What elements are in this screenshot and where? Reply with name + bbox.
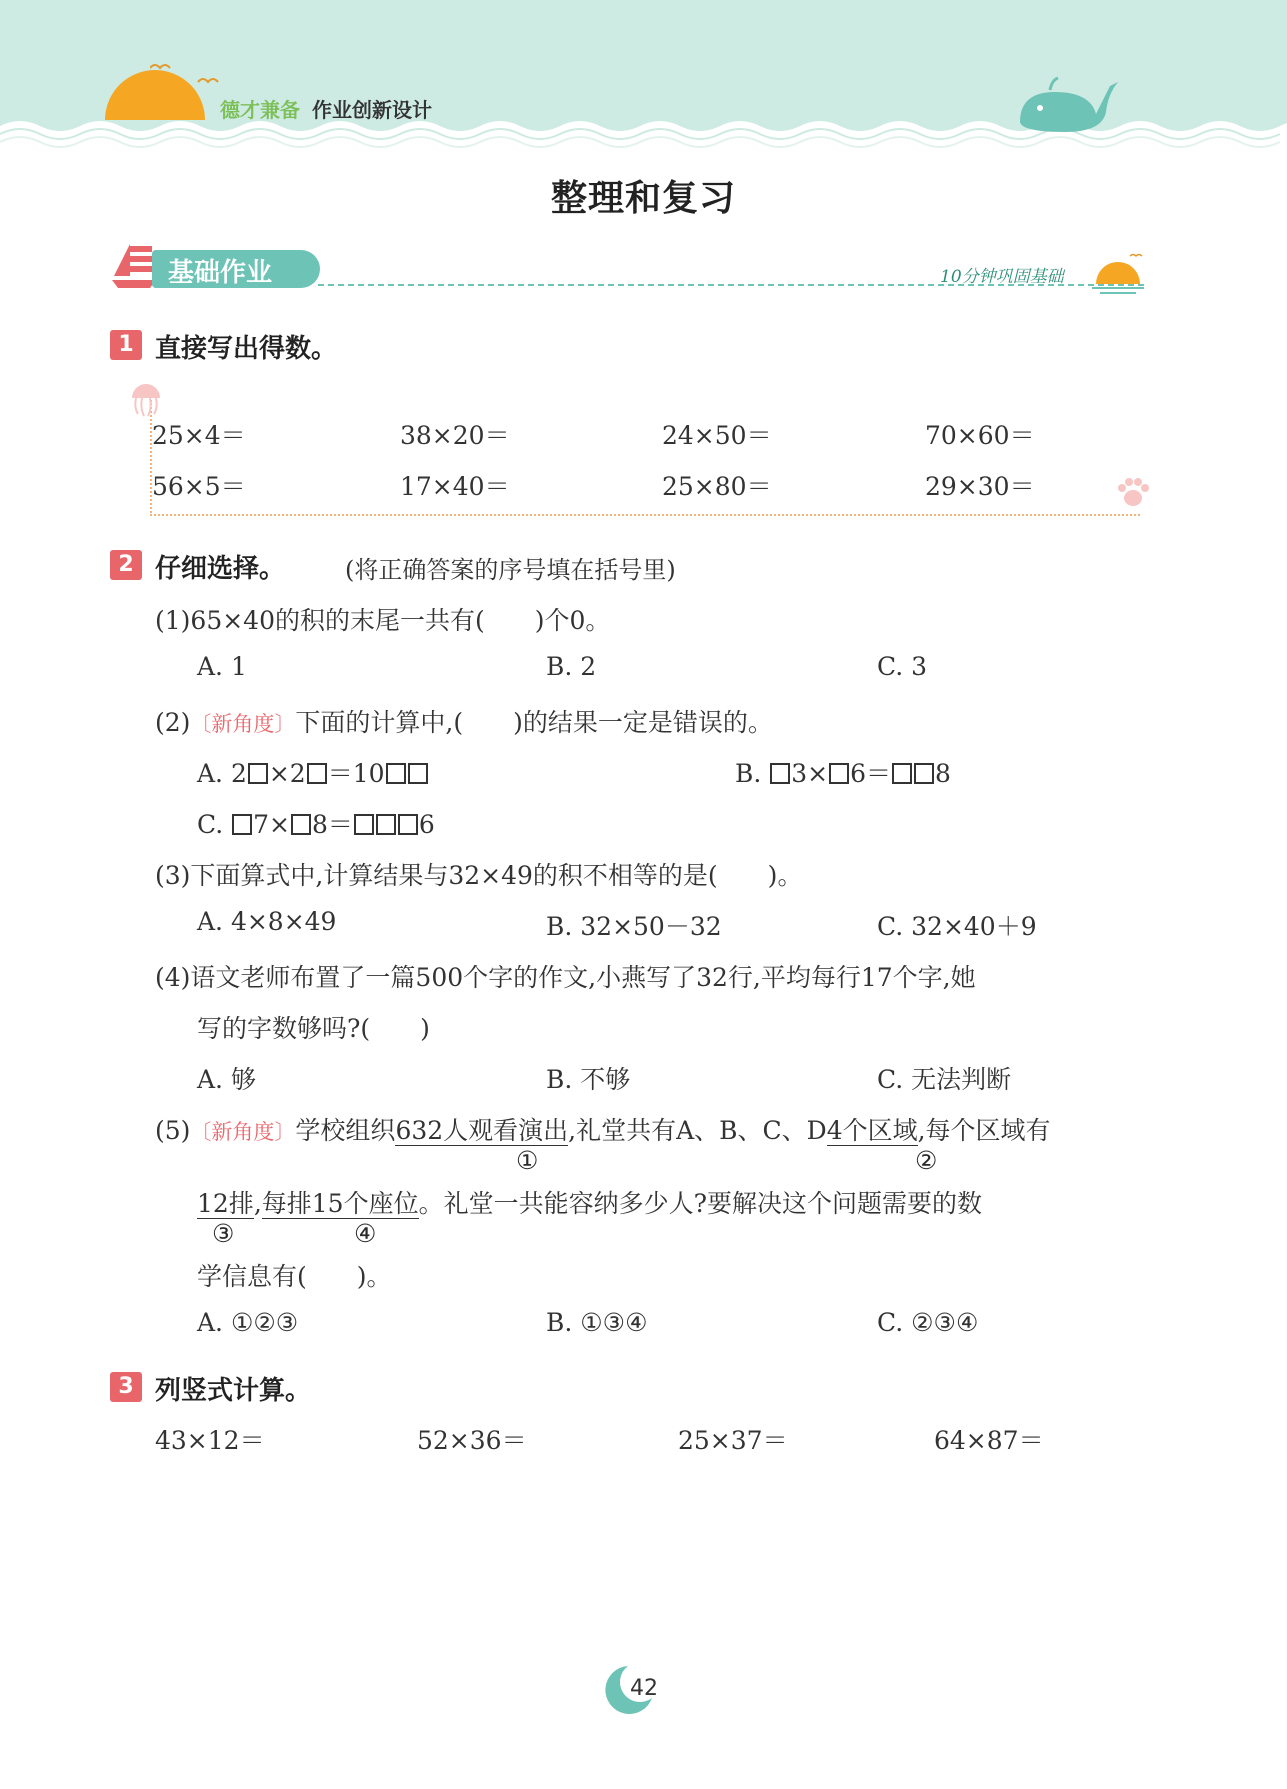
calc-item: 29×30＝ [925, 472, 1035, 501]
stem-text: ,礼堂共有A、B、C、D [568, 1116, 827, 1145]
stem-text: 学校组织 [295, 1116, 396, 1145]
blank-box [398, 814, 418, 835]
paw-icon [1116, 476, 1150, 510]
blank-box [248, 763, 268, 784]
whale-icon [1010, 72, 1120, 134]
new-angle-tag: 〔新角度〕 [190, 712, 296, 736]
blank-box [291, 814, 311, 835]
option-a: A. 4×8×49 [197, 907, 337, 936]
calc-item: 17×40＝ [400, 472, 510, 501]
calc-item: 56×5＝ [152, 472, 246, 501]
calc-item: 70×60＝ [925, 421, 1035, 450]
jellyfish-icon [128, 380, 164, 418]
question-title: 列竖式计算。 [155, 1376, 312, 1406]
page-number: 42 [630, 1676, 658, 1701]
sub-question-stem: (1)65×40的积的末尾一共有( )个0。 [155, 606, 611, 635]
calc-item: 52×36＝ [417, 1426, 527, 1455]
option-text: A. 2 [197, 759, 247, 788]
underlined-info-1: 632人观看演出 [395, 1116, 569, 1145]
section-label: 基础作业 [168, 258, 273, 288]
option-c: C. 无法判断 [877, 1065, 1012, 1094]
brand-secondary: 作业创新设计 [312, 98, 432, 122]
sub-question-number: (2) [155, 708, 191, 737]
option-a: A. 1 [197, 652, 247, 681]
calc-item: 24×50＝ [662, 421, 772, 450]
option-c: C. 32×40＋9 [877, 912, 1037, 941]
calc-item: 38×20＝ [400, 421, 510, 450]
section-hint: 10分钟巩固基础 [940, 267, 1064, 287]
option-text: 8 [935, 759, 951, 788]
option-b: B. 32×50－32 [546, 912, 722, 941]
option-a: A. 够 [197, 1065, 256, 1094]
question-note: (将正确答案的序号填在括号里) [345, 556, 676, 584]
sunset-icon [1090, 252, 1146, 296]
question-number: 2 [110, 550, 142, 580]
option-text: C. [197, 810, 232, 839]
sub-question-stem-cont [197, 1184, 982, 1220]
sub-question-stem [155, 1111, 1051, 1147]
sub-question-stem: (3)下面算式中,计算结果与32×49的积不相等的是( )。 [155, 861, 803, 890]
option-text: 6＝ [850, 759, 892, 788]
sub-question-stem-cont: 学信息有( )。 [197, 1262, 392, 1291]
stem-text: 。礼堂一共能容纳多少人?要解决这个问题需要的数 [418, 1189, 982, 1218]
option-c [197, 805, 435, 841]
blank-box [354, 814, 374, 835]
blank-box [914, 763, 934, 784]
question-title: 仔细选择。 [155, 554, 286, 584]
blank-box [770, 763, 790, 784]
blank-box [232, 814, 252, 835]
page-title: 整理和复习 [550, 178, 736, 219]
blank-box [408, 763, 428, 784]
underlined-info-3: 12排 [197, 1189, 254, 1218]
blank-box [892, 763, 912, 784]
option-text: 8＝ [312, 810, 353, 839]
option-a: A. ①②③ [197, 1308, 299, 1337]
marker-3: ③ [212, 1219, 235, 1248]
sub-question-stem-cont: 写的字数够吗?( ) [197, 1014, 430, 1043]
option-text: ＝10 [327, 759, 385, 788]
calc-item: 43×12＝ [155, 1426, 265, 1455]
sub-question-number: (5) [155, 1116, 191, 1145]
brand-primary: 德才兼备 [220, 98, 300, 122]
option-b: B. ①③④ [546, 1308, 648, 1337]
stem-text: 下面的计算中,( )的结果一定是错误的。 [295, 708, 773, 737]
marker-4: ④ [354, 1219, 377, 1248]
option-text: 7× [253, 810, 290, 839]
calc-item: 64×87＝ [934, 1426, 1044, 1455]
underlined-info-4: 每排15个座位 [261, 1189, 419, 1218]
blank-box [307, 763, 327, 784]
marker-1: ① [516, 1146, 539, 1175]
sub-question-stem [155, 703, 773, 739]
calc-item: 25×37＝ [678, 1426, 788, 1455]
option-text: 3× [791, 759, 829, 788]
calc-item: 25×80＝ [662, 472, 772, 501]
option-text: ×2 [268, 759, 306, 788]
option-b: B. 不够 [546, 1065, 631, 1094]
option-b [735, 754, 951, 790]
option-a [197, 754, 429, 790]
new-angle-tag: 〔新角度〕 [190, 1120, 296, 1144]
option-c: C. 3 [877, 652, 928, 681]
question-number: 1 [110, 330, 142, 360]
option-text: B. [735, 759, 770, 788]
birds-icon [150, 62, 220, 92]
option-text: 6 [418, 810, 435, 839]
option-c: C. ②③④ [877, 1308, 979, 1337]
option-b: B. 2 [546, 652, 597, 681]
blank-box [376, 814, 396, 835]
marker-2: ② [915, 1146, 938, 1175]
sub-question-stem: (4)语文老师布置了一篇500个字的作文,小燕写了32行,平均每行17个字,她 [155, 963, 976, 992]
stem-text: , [253, 1189, 262, 1218]
blank-box [829, 763, 849, 784]
blank-box [386, 763, 406, 784]
stem-text: ,每个区域有 [917, 1116, 1051, 1145]
calc-item: 25×4＝ [152, 421, 246, 450]
question-number: 3 [110, 1372, 142, 1402]
sailboat-icon [110, 240, 158, 290]
question-title: 直接写出得数。 [155, 334, 338, 364]
underlined-info-2: 4个区域 [826, 1116, 918, 1145]
